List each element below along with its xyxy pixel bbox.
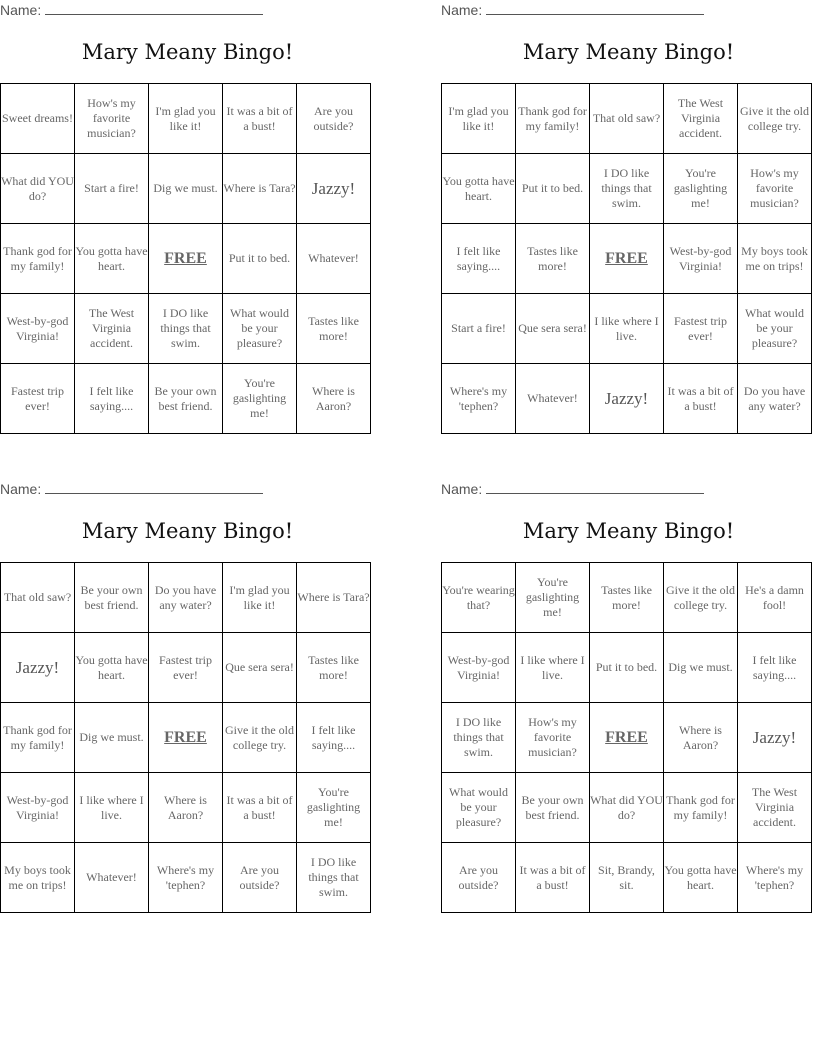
bingo-cell[interactable]: West-by-god Virginia! <box>442 633 516 703</box>
bingo-cell[interactable]: I DO like things that swim. <box>442 703 516 773</box>
bingo-cell[interactable]: Where's my 'tephen? <box>149 843 223 913</box>
bingo-cell[interactable]: Thank god for my family! <box>516 84 590 154</box>
bingo-grid <box>441 83 812 434</box>
bingo-cell[interactable]: Thank god for my family! <box>664 773 738 843</box>
bingo-cell[interactable]: Do you have any water? <box>738 364 812 434</box>
bingo-row <box>1 294 371 364</box>
name-label: Name: <box>0 2 42 18</box>
bingo-cell[interactable]: I DO like things that swim. <box>149 294 223 364</box>
name-blank-line[interactable] <box>45 2 263 15</box>
bingo-cell[interactable]: You're gaslighting me! <box>297 773 371 843</box>
bingo-cell[interactable]: Put it to bed. <box>590 633 664 703</box>
bingo-cell[interactable]: Start a fire! <box>442 294 516 364</box>
bingo-cell[interactable]: Where is Aaron? <box>149 773 223 843</box>
bingo-cell[interactable]: Fastest trip ever! <box>149 633 223 703</box>
bingo-cell[interactable]: Put it to bed. <box>223 224 297 294</box>
bingo-cell[interactable]: You gotta have heart. <box>664 843 738 913</box>
bingo-cell[interactable]: You're gaslighting me! <box>664 154 738 224</box>
bingo-cell[interactable]: I felt like saying.... <box>297 703 371 773</box>
bingo-cell[interactable]: I like where I live. <box>590 294 664 364</box>
bingo-cell[interactable]: Be your own best friend. <box>75 563 149 633</box>
bingo-cell[interactable]: It was a bit of a bust! <box>516 843 590 913</box>
bingo-row <box>1 633 371 703</box>
bingo-cell[interactable]: What would be your pleasure? <box>223 294 297 364</box>
bingo-cell[interactable]: That old saw? <box>590 84 664 154</box>
bingo-cell[interactable]: I felt like saying.... <box>75 364 149 434</box>
bingo-cell[interactable]: Fastest trip ever! <box>664 294 738 364</box>
bingo-cell[interactable]: My boys took me on trips! <box>738 224 812 294</box>
bingo-cell[interactable]: I like where I live. <box>516 633 590 703</box>
bingo-cell[interactable]: You're gaslighting me! <box>516 563 590 633</box>
bingo-cell[interactable]: Tastes like more! <box>297 633 371 703</box>
bingo-cell[interactable]: That old saw? <box>1 563 75 633</box>
name-blank-line[interactable] <box>486 481 704 494</box>
bingo-cell[interactable]: You're wearing that? <box>442 563 516 633</box>
bingo-cell[interactable]: Where is Aaron? <box>297 364 371 434</box>
bingo-cell[interactable]: Thank god for my family! <box>1 224 75 294</box>
bingo-cell[interactable]: Jazzy! <box>738 703 812 773</box>
name-blank-line[interactable] <box>45 481 263 494</box>
bingo-row <box>442 773 812 843</box>
bingo-cell[interactable]: Jazzy! <box>1 633 75 703</box>
bingo-row <box>442 563 812 633</box>
bingo-cell[interactable]: The West Virginia accident. <box>75 294 149 364</box>
card-title: Mary Meany Bingo! <box>81 40 294 64</box>
bingo-cell[interactable]: Jazzy! <box>590 364 664 434</box>
bingo-cell[interactable]: Sweet dreams! <box>1 84 75 154</box>
bingo-cell[interactable]: He's a damn fool! <box>738 563 812 633</box>
bingo-cell[interactable]: What would be your pleasure? <box>738 294 812 364</box>
bingo-cell[interactable]: How's my favorite musician? <box>75 84 149 154</box>
bingo-cell[interactable]: Whatever! <box>75 843 149 913</box>
bingo-cell[interactable]: West-by-god Virginia! <box>1 294 75 364</box>
bingo-cell[interactable]: Start a fire! <box>75 154 149 224</box>
bingo-cell[interactable]: Be your own best friend. <box>516 773 590 843</box>
bingo-cell[interactable]: Where's my 'tephen? <box>738 843 812 913</box>
bingo-cell[interactable]: Are you outside? <box>223 843 297 913</box>
bingo-cell[interactable]: Jazzy! <box>297 154 371 224</box>
bingo-cell[interactable]: The West Virginia accident. <box>738 773 812 843</box>
bingo-row <box>442 364 812 434</box>
card-title: Mary Meany Bingo! <box>522 40 735 64</box>
name-field[interactable] <box>441 2 704 18</box>
bingo-row <box>442 633 812 703</box>
bingo-cell[interactable]: Thank god for my family! <box>1 703 75 773</box>
bingo-cell[interactable]: I'm glad you like it! <box>223 563 297 633</box>
bingo-cell[interactable]: Dig we must. <box>75 703 149 773</box>
bingo-cell[interactable]: It was a bit of a bust! <box>223 84 297 154</box>
bingo-cell[interactable]: Put it to bed. <box>516 154 590 224</box>
bingo-cell[interactable]: I like where I live. <box>75 773 149 843</box>
name-label: Name: <box>441 481 483 497</box>
bingo-grid <box>441 562 812 913</box>
bingo-cell[interactable]: Do you have any water? <box>149 563 223 633</box>
bingo-cell[interactable]: How's my favorite musician? <box>516 703 590 773</box>
bingo-row <box>1 224 371 294</box>
bingo-cell[interactable]: Where is Tara? <box>223 154 297 224</box>
bingo-row <box>442 843 812 913</box>
bingo-cell[interactable]: I felt like saying.... <box>738 633 812 703</box>
bingo-row <box>442 84 812 154</box>
bingo-cell[interactable]: Are you outside? <box>442 843 516 913</box>
bingo-cell[interactable]: Give it the old college try. <box>738 84 812 154</box>
bingo-grid <box>0 83 371 434</box>
bingo-cell[interactable]: Be your own best friend. <box>149 364 223 434</box>
bingo-cell[interactable]: Whatever! <box>297 224 371 294</box>
bingo-cell[interactable]: I DO like things that swim. <box>590 154 664 224</box>
bingo-cell[interactable]: What did YOU do? <box>1 154 75 224</box>
free-space[interactable]: FREE <box>149 703 223 773</box>
bingo-cell[interactable]: My boys took me on trips! <box>1 843 75 913</box>
bingo-row <box>442 703 812 773</box>
bingo-cell[interactable]: Give it the old college try. <box>223 703 297 773</box>
bingo-cell[interactable]: I felt like saying.... <box>442 224 516 294</box>
name-field[interactable] <box>0 2 263 18</box>
bingo-row <box>442 154 812 224</box>
bingo-cell[interactable]: Give it the old college try. <box>664 563 738 633</box>
bingo-cell[interactable]: You're gaslighting me! <box>223 364 297 434</box>
bingo-cell[interactable]: I'm glad you like it! <box>442 84 516 154</box>
free-space[interactable]: FREE <box>590 703 664 773</box>
bingo-row <box>442 294 812 364</box>
bingo-cell[interactable]: Que sera sera! <box>516 294 590 364</box>
bingo-row <box>442 224 812 294</box>
bingo-grid <box>0 562 371 913</box>
bingo-row <box>1 84 371 154</box>
bingo-cell[interactable]: Where is Tara? <box>297 563 371 633</box>
bingo-cell[interactable]: West-by-god Virginia! <box>1 773 75 843</box>
bingo-cell[interactable]: It was a bit of a bust! <box>223 773 297 843</box>
bingo-cell[interactable]: You gotta have heart. <box>75 633 149 703</box>
bingo-cell[interactable]: It was a bit of a bust! <box>664 364 738 434</box>
bingo-cell[interactable]: You gotta have heart. <box>75 224 149 294</box>
bingo-cell[interactable]: What did YOU do? <box>590 773 664 843</box>
bingo-cell[interactable]: I DO like things that swim. <box>297 843 371 913</box>
bingo-cell[interactable]: Dig we must. <box>664 633 738 703</box>
name-label: Name: <box>441 2 483 18</box>
bingo-cell[interactable]: Fastest trip ever! <box>1 364 75 434</box>
bingo-cell[interactable]: Where is Aaron? <box>664 703 738 773</box>
bingo-cell[interactable]: What would be your pleasure? <box>442 773 516 843</box>
name-label: Name: <box>0 481 42 497</box>
bingo-cell[interactable]: Que sera sera! <box>223 633 297 703</box>
bingo-row <box>1 154 371 224</box>
name-field[interactable] <box>441 481 704 497</box>
bingo-cell[interactable]: I'm glad you like it! <box>149 84 223 154</box>
free-space[interactable]: FREE <box>149 224 223 294</box>
card-title: Mary Meany Bingo! <box>522 519 735 543</box>
bingo-cell[interactable]: How's my favorite musician? <box>738 154 812 224</box>
bingo-cell[interactable]: Tastes like more! <box>516 224 590 294</box>
bingo-cell[interactable]: Dig we must. <box>149 154 223 224</box>
bingo-cell[interactable]: Tastes like more! <box>590 563 664 633</box>
bingo-cell[interactable]: Where's my 'tephen? <box>442 364 516 434</box>
bingo-cell[interactable]: West-by-god Virginia! <box>664 224 738 294</box>
bingo-row <box>1 843 371 913</box>
bingo-cell[interactable]: Sit, Brandy, sit. <box>590 843 664 913</box>
bingo-row <box>1 703 371 773</box>
bingo-row <box>1 563 371 633</box>
bingo-row <box>1 773 371 843</box>
bingo-cell[interactable]: The West Virginia accident. <box>664 84 738 154</box>
bingo-cell[interactable]: Whatever! <box>516 364 590 434</box>
name-blank-line[interactable] <box>486 2 704 15</box>
bingo-cell[interactable]: Are you outside? <box>297 84 371 154</box>
card-title: Mary Meany Bingo! <box>81 519 294 543</box>
bingo-cell[interactable]: Tastes like more! <box>297 294 371 364</box>
free-space[interactable]: FREE <box>590 224 664 294</box>
name-field[interactable] <box>0 481 263 497</box>
bingo-cell[interactable]: You gotta have heart. <box>442 154 516 224</box>
bingo-row <box>1 364 371 434</box>
